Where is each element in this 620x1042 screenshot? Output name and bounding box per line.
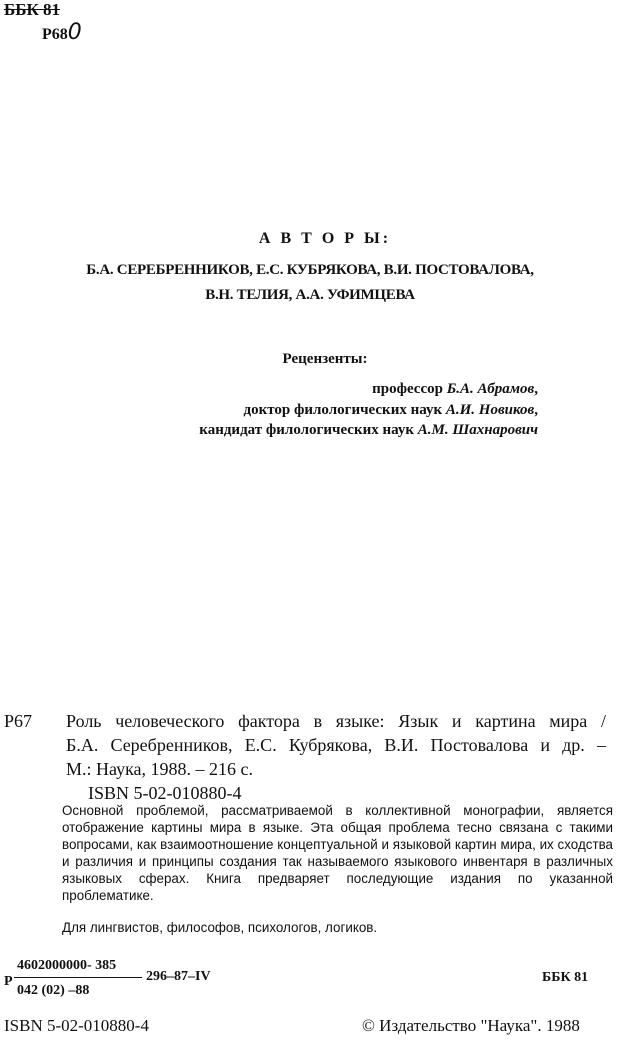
catalog-letter: Р: [4, 974, 13, 989]
reviewer-line: [199, 422, 538, 439]
bibliographic-index: Р67: [4, 711, 33, 731]
catalog-denominator: 042 (02) –88: [17, 983, 90, 998]
reviewer-line: [372, 381, 538, 398]
bib-word: Постовалова: [430, 735, 529, 755]
bib-word: и: [451, 711, 462, 731]
bibliographic-isbn: ISBN 5-02-010880-4: [88, 783, 242, 803]
footer-copyright: © Издательство "Наука". 1988: [362, 1016, 580, 1035]
bib-word: /: [600, 711, 606, 731]
author-mark-handwritten: 0: [67, 20, 82, 45]
bibliographic-imprint-line: М.: Наука, 1988. – 216 с.: [66, 759, 254, 779]
bib-word: Кубрякова,: [288, 735, 373, 755]
reviewer-name: А.И. Новиков: [445, 402, 535, 418]
bib-word: Е.С.: [244, 735, 277, 755]
audience-note: Для лингвистов, философов, психологов, логиков.: [62, 920, 378, 935]
author-mark-top: [42, 20, 82, 45]
reviewer-title: доктор филологических наук: [243, 402, 446, 418]
authors-heading: А В Т О Р Ы:: [258, 230, 392, 247]
bibliographic-authors-line: [66, 735, 606, 756]
bib-word: Б.А.: [66, 735, 99, 755]
bib-word: мира: [549, 711, 588, 731]
bib-word: картина: [475, 711, 536, 731]
annotation-text: Основной проблемой, рассматриваемой в коллективной монографии, является отображение картины мира в языке. Эта общая проблема тесно связана с такими вопросами, как взаимоотношение концептуальной и языковой картин мира, их сходства и различия и принципы создания так называемого языкового инвентаря в различных языковых сферах. Книга предваряет последующие издания по указанной проблематике.: [62, 803, 613, 903]
reviewer-name: Б.А. Абрамов: [446, 381, 535, 397]
bib-word: Серебренников,: [110, 735, 233, 755]
bib-word: языке:: [335, 711, 385, 731]
bib-word: др.: [562, 735, 585, 755]
bib-word: человеческого: [115, 711, 225, 731]
footer-isbn: ISBN 5-02-010880-4: [4, 1016, 149, 1035]
reviewer-line: [244, 402, 539, 419]
authors-line: Б.А. СЕРЕБРЕННИКОВ, Е.С. КУБРЯКОВА, В.И. ПОСТОВАЛОВА,: [86, 262, 534, 278]
bbk-index-top: ББК 81: [4, 0, 61, 19]
reviewer-title: профессор: [372, 381, 447, 397]
bib-word: в: [313, 711, 323, 731]
author-mark-printed: Р68: [42, 26, 68, 43]
bib-word: Язык: [398, 711, 439, 731]
bib-word: и: [540, 735, 551, 755]
bib-word: В.И.: [384, 735, 419, 755]
catalog-code: 296–87–IV: [146, 969, 211, 984]
bibliographic-title-line: [66, 711, 606, 732]
reviewers-heading: Рецензенты:: [282, 351, 368, 367]
reviewer-name: А.М. Шахнарович: [417, 422, 538, 438]
reviewer-punct: ,: [534, 402, 538, 418]
bib-word: фактора: [238, 711, 300, 731]
bib-word: Роль: [66, 711, 102, 731]
authors-line: В.Н. ТЕЛИЯ, А.А. УФИМЦЕВА: [205, 287, 415, 303]
reviewer-punct: ,: [534, 381, 538, 397]
catalog-numerator: 4602000000- 385: [17, 958, 117, 973]
catalog-fraction-line: [14, 977, 142, 978]
bib-word: –: [596, 735, 606, 755]
reviewer-title: кандидат филологических наук: [199, 422, 418, 438]
bbk-index-bottom: ББК 81: [542, 970, 589, 985]
